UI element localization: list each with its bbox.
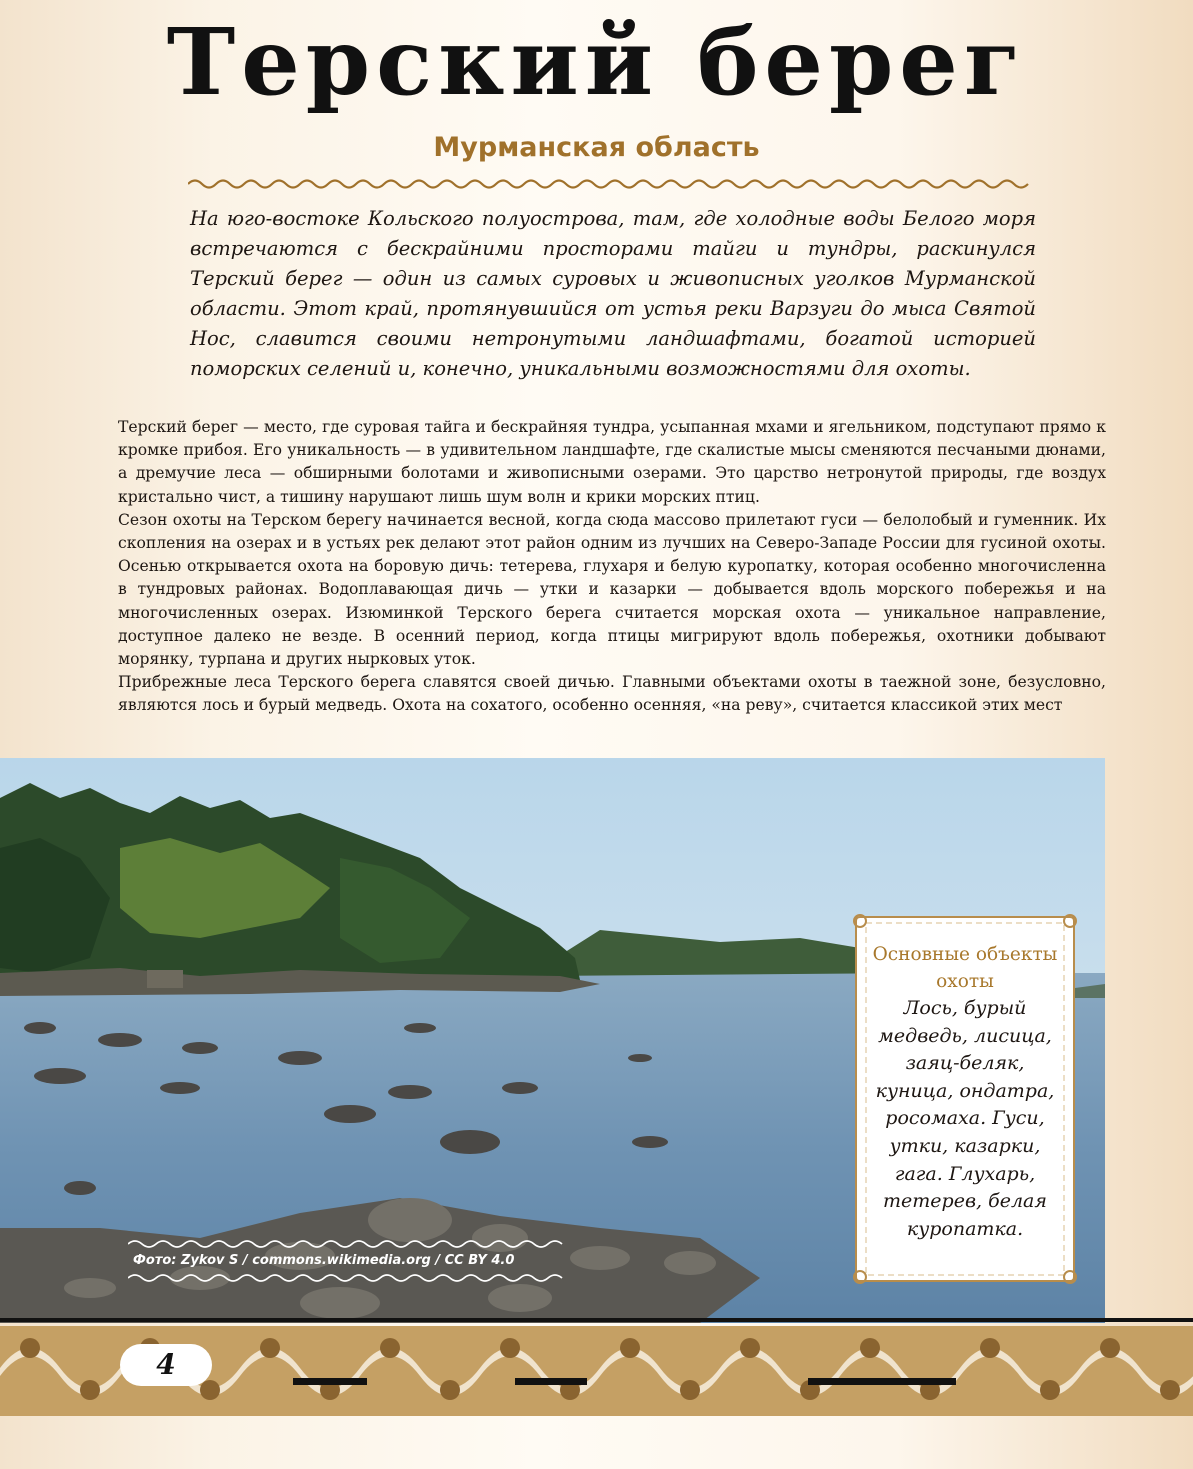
intro-paragraph: На юго-востоке Кольского полуострова, там, где холодные воды Белого моря встречаются с бескрайними просторами тайги и тундры, раскинулся Терский берег — один из самых суровых и живописных уголков Мурманской области. Этот край, протянувшийся от устья реки Варзуги до мыса Святой Нос, славится своими нетронутыми ландшафтами, богатой историей поморских селений и, конечно, уникальными возможностями для охоты. xyxy=(190,207,1036,380)
body-paragraph: Терский берег — место, где суровая тайга и бескрайняя тундра, усыпанная мхами и ягельником, подступают прямо к кромке прибоя. Его уникальность — в удивительном ландшафте, где скалистые мысы сменяются песчаными дюнами, а дремучие леса — обширными болотами и живописными озерами. Это царство нетронутой природы, где воздух кристально чист, а тишину нарушают лишь шум волн и крики морских птиц. xyxy=(118,418,1106,506)
page-number: 4 xyxy=(120,1344,212,1386)
hunting-objects-infobox xyxy=(852,913,1078,1285)
body-paragraph: Прибрежные леса Терского берега славятся своей дичью. Главными объектами охоты в таежной зоне, безусловно, являются лось и бурый медведь. Охота на сохатого, особенно осенняя, «на реву», считается классикой этих мест xyxy=(118,673,1106,715)
footer-bar xyxy=(293,1378,367,1385)
decorative-wave-divider xyxy=(188,176,1034,192)
photo-credit: Фото: Zykov S / commons.wikimedia.org / CC BY 4.0 xyxy=(133,1253,515,1268)
infobox-title: Основные объекты охоты xyxy=(872,944,1058,992)
page-subtitle: Мурманская область xyxy=(433,132,760,163)
infobox-text: Лось, бурый медведь, лисица, заяц-беляк, куница, ондатра, росомаха. Гуси, утки, казарки, гага. Глухарь, тетерев, белая куропатка. xyxy=(875,997,1055,1240)
footer-bar xyxy=(515,1378,587,1385)
article-body xyxy=(118,416,1106,718)
footer-bar xyxy=(808,1378,956,1385)
page-title: Терский берег xyxy=(166,8,1027,116)
body-paragraph: Сезон охоты на Терском берегу начинается весной, когда сюда массово прилетают гуси — белолобый и гуменник. Их скопления на озерах и в устьях рек делают этот район одним из лучших на Северо-Западе России для гусиной охоты. Осенью открывается охота на боровую дичь: тетерева, глухаря и белую куропатку, которая особенно многочисленна в тундровых районах. Водоплавающая дичь — утки и казарки — добывается вдоль морского побережья и на многочисленных озерах. Изюминкой Терского берега считается морская охота — уникальное направление, доступное далеко не везде. В осенний период, когда птицы мигрируют вдоль побережья, охотники добывают морянку, турпана и других нырковых уток. xyxy=(118,510,1106,669)
